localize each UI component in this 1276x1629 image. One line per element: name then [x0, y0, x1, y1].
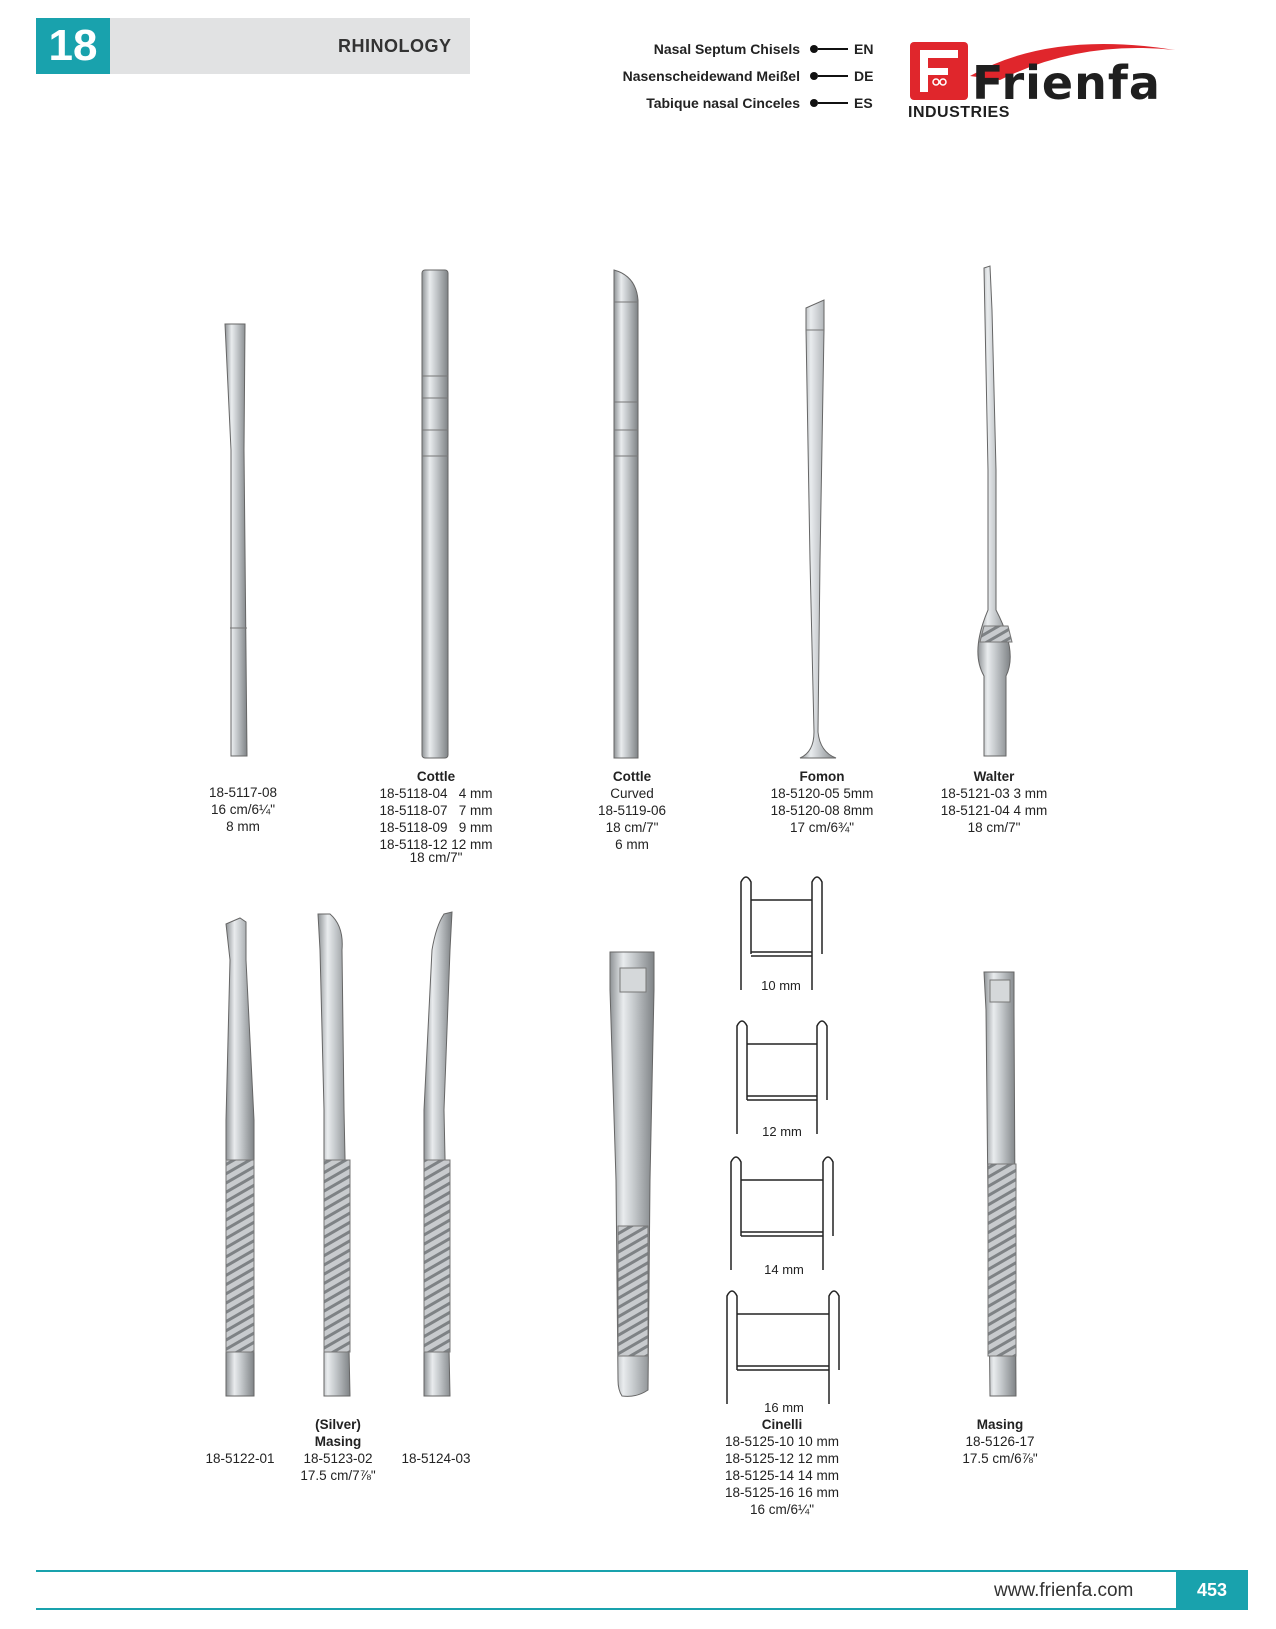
- page-number: 453: [1176, 1570, 1248, 1610]
- cinelli-size-diagram-14mm: [731, 1157, 833, 1270]
- chisel-cottle-18-5118-illustration: [422, 270, 448, 758]
- brand-subtitle: INDUSTRIES: [908, 104, 1010, 121]
- chisel-cottle-curved-illustration: [614, 270, 638, 758]
- cinelli-dim-label-10: 10 mm: [761, 978, 801, 993]
- chisel-walter-illustration: [978, 266, 1012, 756]
- caption-line: 18-5119-06: [597, 803, 667, 818]
- caption-masing-group-title: [315, 1416, 362, 1450]
- footer-top-line: [36, 1570, 1248, 1572]
- cinelli-dim-label-14: 14 mm: [764, 1262, 804, 1277]
- product-name: Cottle: [612, 769, 652, 784]
- lang-label-de: Nasenscheidewand Meißel: [622, 68, 800, 84]
- section-number: 18: [36, 18, 110, 74]
- caption-line: 18-5120-08 8mm: [770, 803, 874, 818]
- caption-line: 18-5118-09 9 mm: [379, 820, 493, 835]
- caption-line: 18-5118-12 12 mm: [379, 837, 493, 852]
- chisel-fomon-illustration: [800, 300, 836, 758]
- chisel-18-5117-08-illustration: [225, 324, 247, 756]
- caption-masing-size: 17.5 cm/7⅞": [300, 1468, 376, 1483]
- caption-18-5122-01: 18-5122-01: [205, 1451, 275, 1466]
- cinelli-size-diagram-16mm: [727, 1291, 839, 1404]
- caption-line: 18 cm/7": [409, 850, 463, 865]
- product-name: Cottle: [416, 769, 456, 784]
- caption-18-5117: [209, 784, 277, 835]
- product-name: Cinelli: [761, 1417, 803, 1432]
- product-name: Walter: [973, 769, 1015, 784]
- chisel-masing-18-5124-03-illustration: [424, 912, 452, 1396]
- caption-line: 18-5126-17: [965, 1434, 1035, 1449]
- cinelli-dim-label-16: 16 mm: [764, 1400, 804, 1415]
- cinelli-size-diagram-10mm: [741, 877, 822, 990]
- product-name: Masing: [314, 1434, 362, 1449]
- caption-line: 18 cm/7": [967, 820, 1021, 835]
- caption-line: 16 cm/6¼": [210, 802, 276, 817]
- caption-masing-18-5126: [962, 1416, 1037, 1467]
- caption-18-5124-03: 18-5124-03: [401, 1451, 471, 1466]
- caption-line: 18-5121-03 3 mm: [940, 786, 1048, 801]
- product-name: Fomon: [799, 769, 845, 784]
- chisel-masing-18-5126-17-illustration: [984, 972, 1016, 1396]
- caption-cottle-18-5118: [379, 768, 492, 866]
- caption-line: Curved: [610, 786, 654, 801]
- footer-bottom-line: [36, 1608, 1176, 1610]
- lang-code-es: ES: [854, 95, 873, 111]
- caption-line: 18-5118-07 7 mm: [379, 803, 493, 818]
- caption-18-5123-02: 18-5123-02: [303, 1451, 373, 1466]
- cinelli-size-diagram-12mm: [737, 1021, 827, 1134]
- caption-fomon: [771, 768, 874, 836]
- caption-cottle-curved: [598, 768, 666, 853]
- lang-label-es: Tabique nasal Cinceles: [646, 95, 800, 111]
- cinelli-dim-label-12: 12 mm: [762, 1124, 802, 1139]
- caption-line: 18-5117-08: [208, 785, 278, 800]
- chisel-masing-18-5122-01-illustration: [226, 918, 254, 1396]
- caption-line: 18-5125-10 10 mm: [724, 1434, 840, 1449]
- lang-code-en: EN: [854, 41, 874, 57]
- chisel-masing-18-5123-02-illustration: [318, 914, 350, 1396]
- caption-line: 17.5 cm/6⅞": [962, 1451, 1038, 1466]
- caption-line: 8 mm: [226, 819, 260, 834]
- caption-line: 18-5118-04 4 mm: [379, 786, 493, 801]
- caption-line: 18 cm/7": [605, 820, 659, 835]
- caption-line: 17 cm/6¾": [789, 820, 855, 835]
- brand-name: Frienfa: [972, 56, 1161, 110]
- caption-cinelli: [725, 1416, 839, 1518]
- footer-website-link[interactable]: www.frienfa.com: [994, 1580, 1134, 1601]
- caption-line: 16 cm/6¼": [749, 1502, 815, 1517]
- lang-code-de: DE: [854, 68, 874, 84]
- caption-line: 18-5121-04 4 mm: [940, 803, 1048, 818]
- caption-line: 18-5125-12 12 mm: [724, 1451, 840, 1466]
- caption-line: 18-5125-14 14 mm: [724, 1468, 840, 1483]
- chisel-cinelli-illustration: [610, 952, 654, 1396]
- caption-line: 18-5125-16 16 mm: [724, 1485, 840, 1500]
- caption-line: 6 mm: [615, 837, 649, 852]
- lang-label-en: Nasal Septum Chisels: [653, 41, 800, 57]
- product-variant: (Silver): [315, 1417, 361, 1432]
- caption-walter: [941, 768, 1048, 836]
- product-name: Masing: [976, 1417, 1024, 1432]
- section-title: RHINOLOGY: [338, 36, 452, 56]
- caption-line: 18-5120-05 5mm: [770, 786, 874, 801]
